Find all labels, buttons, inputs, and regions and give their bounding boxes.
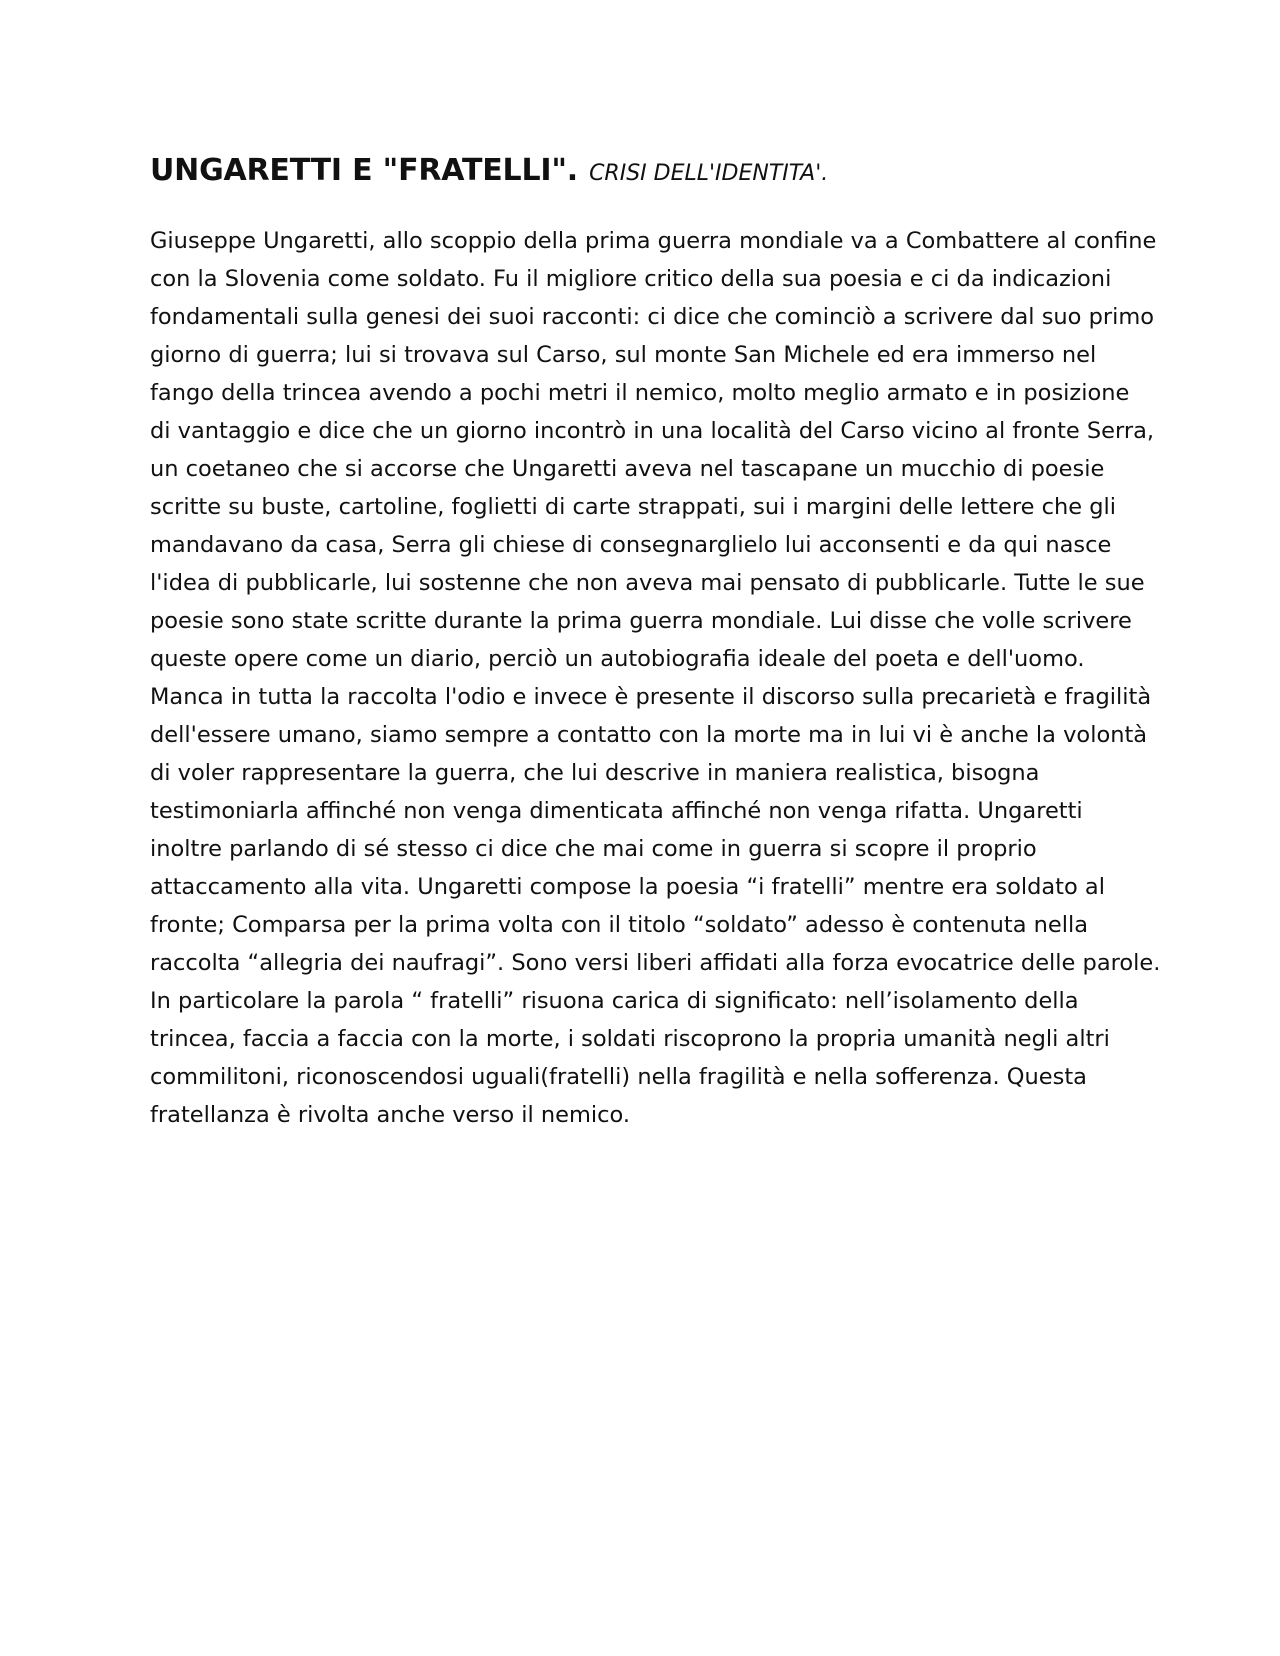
body-line: poesie sono state scritte durante la prima guerra mondiale. Lui disse che volle scrivere	[150, 608, 1132, 634]
body-line: un coetaneo che si accorse che Ungaretti aveva nel tascapane un mucchio di poesie	[150, 456, 1105, 482]
body-line: raccolta “allegria dei naufragi”. Sono versi liberi affidati alla forza evocatrice delle parole.	[150, 950, 1161, 976]
body-line: di vantaggio e dice che un giorno incontrò in una località del Carso vicino al fronte Serra,	[150, 418, 1155, 444]
body-line: fango della trincea avendo a pochi metri il nemico, molto meglio armato e in posizione	[150, 380, 1130, 406]
document-heading	[150, 153, 1150, 188]
body-line: mandavano da casa, Serra gli chiese di consegnarglielo lui acconsenti e da qui nasce	[150, 532, 1112, 558]
body-line: Manca in tutta la raccolta l'odio e invece è presente il discorso sulla precarietà e fragilità	[150, 684, 1152, 710]
body-line: testimoniarla affinché non venga dimenticata affinché non venga rifatta. Ungaretti	[150, 798, 1083, 824]
document-subtitle: CRISI DELL'IDENTITA'.	[589, 161, 829, 186]
body-line: attaccamento alla vita. Ungaretti compose la poesia “i fratelli” mentre era soldato al	[150, 874, 1105, 900]
body-line: l'idea di pubblicarle, lui sostenne che non aveva mai pensato di pubblicarle. Tutte le sue	[150, 570, 1145, 596]
body-line: dell'essere umano, siamo sempre a contatto con la morte ma in lui vi è anche la volontà	[150, 722, 1148, 748]
body-line: fratellanza è rivolta anche verso il nemico.	[150, 1102, 631, 1128]
body-line: fondamentali sulla genesi dei suoi racconti: ci dice che cominciò a scrivere dal suo primo	[150, 304, 1155, 330]
body-line: giorno di guerra; lui si trovava sul Carso, sul monte San Michele ed era immerso nel	[150, 342, 1097, 368]
body-line: inoltre parlando di sé stesso ci dice che mai come in guerra si scopre il proprio	[150, 836, 1037, 862]
body-line: fronte; Comparsa per la prima volta con il titolo “soldato” adesso è contenuta nella	[150, 912, 1089, 938]
body-line: Giuseppe Ungaretti, allo scoppio della prima guerra mondiale va a Combattere al confine	[150, 228, 1157, 254]
body-line: trincea, faccia a faccia con la morte, i soldati riscoprono la propria umanità negli altri	[150, 1026, 1110, 1052]
body-line: In particolare la parola “ fratelli” risuona carica di significato: nell’isolamento della	[150, 988, 1079, 1014]
body-line: con la Slovenia come soldato. Fu il migliore critico della sua poesia e ci da indicazioni	[150, 266, 1112, 292]
body-paragraph	[150, 222, 1161, 1134]
document-title: UNGARETTI E "FRATELLI".	[150, 153, 578, 188]
body-line: queste opere come un diario, perciò un autobiografia ideale del poeta e dell'uomo.	[150, 646, 1085, 672]
body-line: scritte su buste, cartoline, foglietti di carte strappati, sui i margini delle lettere che gli	[150, 494, 1117, 520]
body-line: di voler rappresentare la guerra, che lui descrive in maniera realistica, bisogna	[150, 760, 1040, 786]
body-line: commilitoni, riconoscendosi uguali(fratelli) nella fragilità e nella sofferenza. Questa	[150, 1064, 1087, 1090]
